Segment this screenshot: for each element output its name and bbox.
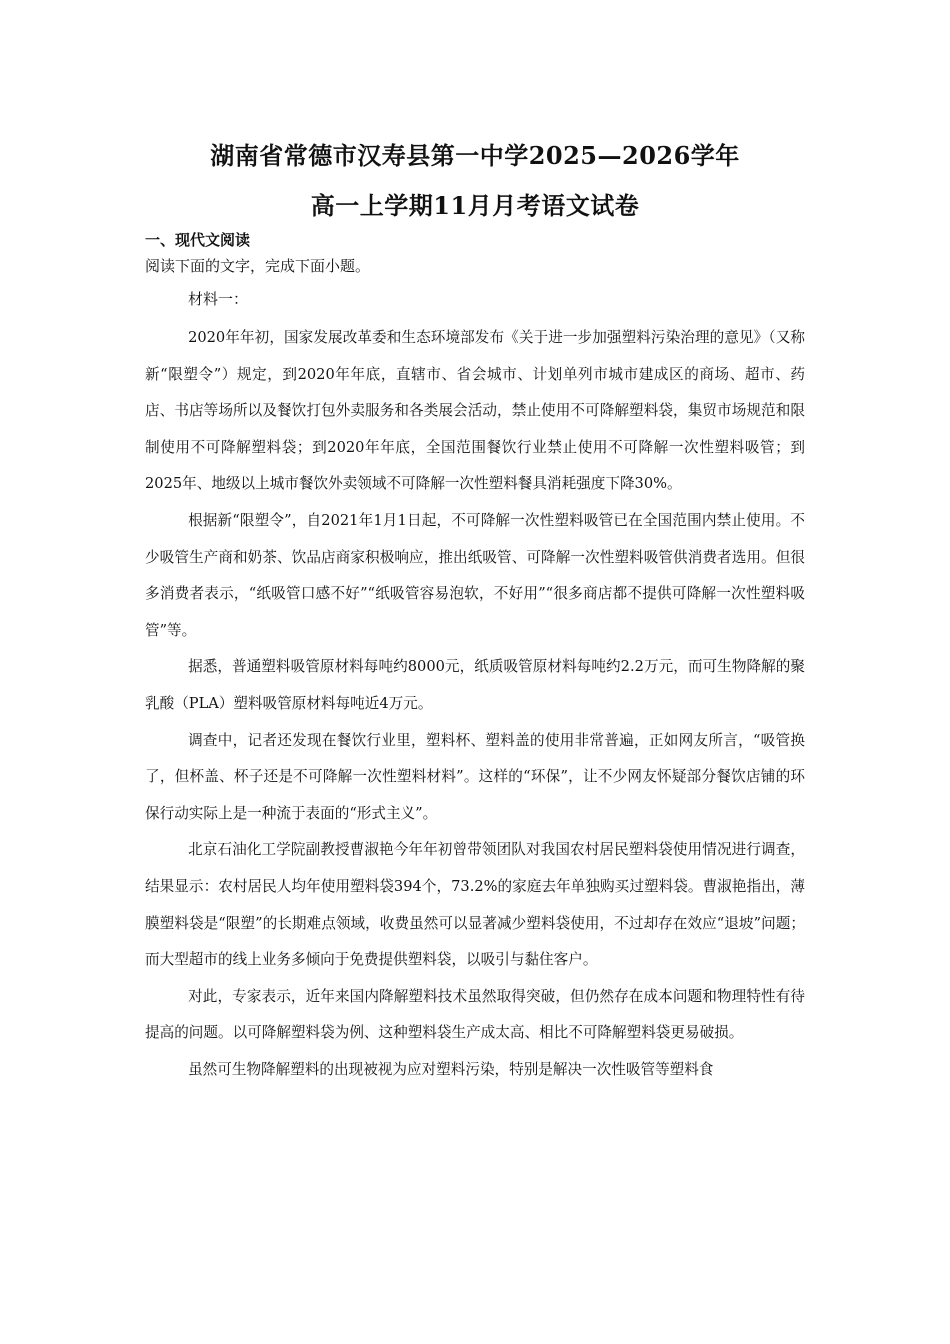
exam-title-line-1: 湖南省常德市汉寿县第一中学2025—2026学年 — [210, 141, 740, 170]
paragraph: 虽然可生物降解塑料的出现被视为应对塑料污染，特别是解决一次性吸管等塑料食 — [188, 1060, 714, 1078]
paragraph: 对此，专家表示，近年来国内降解塑料技术虽然取得突破，但仍然存在成本问题和物理特性有待提高的问题。以可降解塑料袋为例、这种塑料袋生产成太高、相比不可降解塑料袋更易破损。 — [145, 987, 805, 1042]
section-heading: 一、现代文阅读 — [145, 231, 251, 249]
material-label: 材料一： — [188, 290, 249, 308]
exam-title-line-2: 高一上学期11月月考语文试卷 — [310, 191, 640, 220]
paragraph: 北京石油化工学院副教授曹淑艳今年年初曾带领团队对我国农村居民塑料袋使用情况进行调查，结果显示：农村居民人均年使用塑料袋394个，73.2%的家庭去年单独购买过塑料袋。曹淑艳指出，薄膜塑料袋是“限塑”的长期难点领域，收费虽然可以显著减少塑料袋使用，不过却存在效应“退坡”问题；而大型超市的线上业务多倾向于免费提供塑料袋，以吸引与黏住客户。 — [145, 841, 805, 969]
reading-instruction: 阅读下面的文字，完成下面小题。 — [145, 257, 371, 275]
paragraph: 2020年年初，国家发展改革委和生态环境部发布《关于进一步加强塑料污染治理的意见》（又称新“限塑令”）规定，到2020年年底，直辖市、省会城市、计划单列市城市建成区的商场、超市、药店、书店等场所以及餐饮打包外卖服务和各类展会活动，禁止使用不可降解塑料袋，集贸市场规范和限制使用不可降解塑料袋；到2020年年底，全国范围餐饮行业禁止使用不可降解一次性塑料吸管；到2025年、地级以上城市餐饮外卖领域不可降解一次性塑料餐具消耗强度下降30%。 — [145, 329, 805, 493]
paragraph: 根据新“限塑令”，自2021年1月1日起，不可降解一次性塑料吸管已在全国范围内禁止使用。不少吸管生产商和奶茶、饮品店商家积极响应，推出纸吸管、可降解一次性塑料吸管供消费者选用。但很多消费者表示，“纸吸管口感不好”“纸吸管容易泡软，不好用”“很多商店都不提供可降解一次性塑料吸管”等。 — [145, 511, 805, 639]
paragraph: 调查中，记者还发现在餐饮行业里，塑料杯、塑料盖的使用非常普遍，正如网友所言，“吸管换了，但杯盖、杯子还是不可降解一次性塑料材料”。这样的“环保”，让不少网友怀疑部分餐饮店铺的环保行动实际上是一种流于表面的“形式主义”。 — [145, 731, 805, 822]
paragraph: 据悉，普通塑料吸管原材料每吨约8000元，纸质吸管原材料每吨约2.2万元，而可生物降解的聚乳酸（PLA）塑料吸管原材料每吨近4万元。 — [145, 658, 805, 712]
article-body — [145, 320, 805, 1088]
